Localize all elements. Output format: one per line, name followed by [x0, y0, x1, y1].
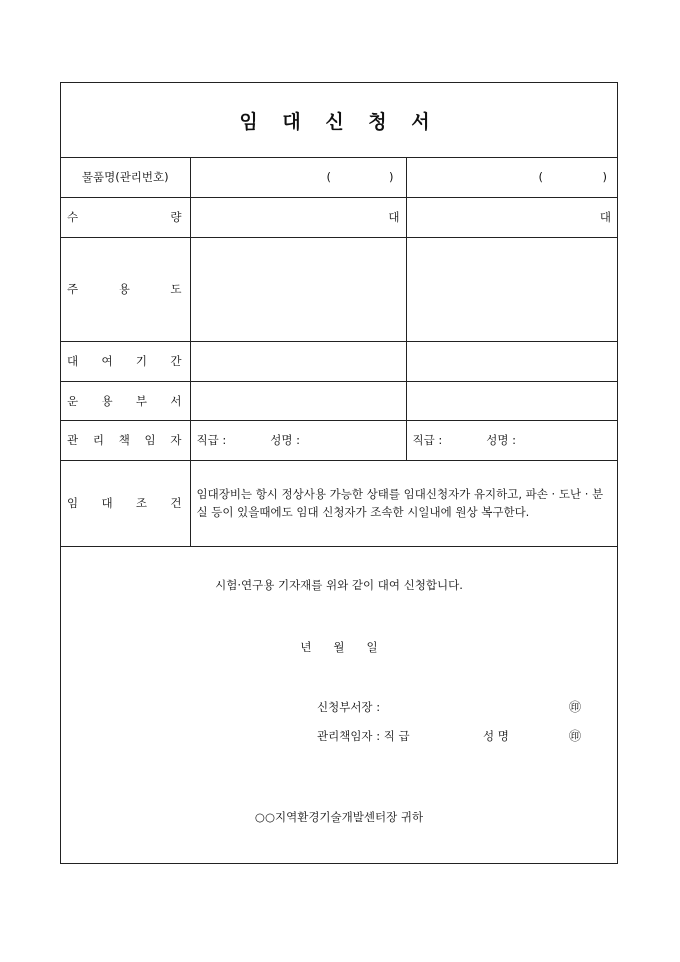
row-quantity	[61, 197, 617, 237]
footer-section	[61, 547, 617, 863]
form-table	[61, 157, 617, 547]
period-char: 대	[67, 354, 79, 368]
row-dept	[61, 381, 617, 420]
usage-field-1[interactable]	[190, 237, 406, 341]
grade-label: 직급 :	[196, 433, 227, 447]
period-char: 여	[101, 354, 113, 368]
item-field-1[interactable]	[190, 157, 406, 197]
quantity-label-b: 량	[170, 210, 182, 224]
date-line[interactable]: 년 월 일	[300, 640, 378, 654]
manager-char: 리	[92, 433, 104, 447]
quantity-field-2[interactable]	[406, 197, 617, 237]
quantity-unit: 대	[599, 210, 611, 224]
condition-char: 조	[135, 496, 148, 510]
usage-label-b: 용	[118, 282, 130, 296]
applicant-manager-label: 관리책임자 : 직 급	[317, 729, 410, 743]
usage-field-2[interactable]	[406, 237, 617, 341]
dept-field-1[interactable]	[190, 381, 406, 420]
close-paren: )	[602, 169, 607, 184]
grade-label: 직급 :	[412, 433, 443, 447]
seal-mark[interactable]: ㊞	[569, 729, 582, 743]
item-field-2[interactable]	[406, 157, 617, 197]
quantity-field-1[interactable]	[190, 197, 406, 237]
row-condition	[61, 460, 617, 546]
name-label: 성명 :	[486, 433, 516, 447]
manager-label	[61, 420, 190, 460]
usage-label-c: 도	[170, 282, 182, 296]
condition-char: 임	[67, 496, 79, 510]
dept-char: 서	[170, 393, 182, 408]
seal-mark[interactable]: ㊞	[569, 700, 582, 714]
dept-char: 운	[67, 393, 79, 408]
manager-field-1[interactable]	[190, 420, 406, 460]
period-field-2[interactable]	[406, 341, 617, 381]
statement-text: 시험‧연구용 기자재를 위와 같이 대여 신청합니다.	[215, 578, 463, 592]
quantity-label-a: 수	[67, 210, 79, 224]
open-paren: (	[538, 169, 543, 184]
applicant-dept-label: 신청부서장 :	[317, 700, 381, 714]
usage-label	[61, 237, 190, 341]
row-manager	[61, 420, 617, 460]
manager-char: 책	[118, 433, 130, 447]
usage-label-a: 주	[67, 282, 79, 296]
condition-label	[61, 460, 190, 546]
period-label	[61, 341, 190, 381]
row-period	[61, 341, 617, 381]
manager-char: 임	[144, 433, 156, 447]
quantity-label	[61, 197, 190, 237]
dept-field-2[interactable]	[406, 381, 617, 420]
condition-text: 임대장비는 항시 정상사용 가능한 상태를 임대신청자가 유지하고, 파손 · 도난 · 분실 등이 있을때에도 임대 신청자가 조속한 시일내에 원상 복구한다.	[190, 460, 617, 546]
quantity-unit: 대	[388, 210, 400, 224]
item-label: 물품명(관리번호)	[61, 157, 190, 197]
manager-char: 자	[170, 433, 182, 447]
period-char: 간	[170, 354, 182, 368]
condition-char: 건	[170, 496, 182, 510]
condition-char: 대	[101, 496, 113, 510]
name-label: 성명 :	[270, 433, 300, 447]
manager-char: 관	[67, 433, 79, 447]
name-label: 성 명	[483, 729, 509, 743]
period-char: 기	[135, 354, 148, 368]
close-paren: )	[389, 169, 394, 184]
period-field-1[interactable]	[190, 341, 406, 381]
dept-char: 용	[101, 393, 113, 408]
form-title: 임 대 신 청 서	[61, 83, 617, 158]
open-paren: (	[326, 169, 331, 184]
manager-field-2[interactable]	[406, 420, 617, 460]
application-form	[60, 82, 618, 864]
row-item	[61, 157, 617, 197]
dept-char: 부	[135, 393, 148, 408]
row-usage	[61, 237, 617, 341]
dept-label	[61, 381, 190, 420]
addressee-text: ○○지역환경기술개발센터장 귀하	[254, 810, 424, 824]
